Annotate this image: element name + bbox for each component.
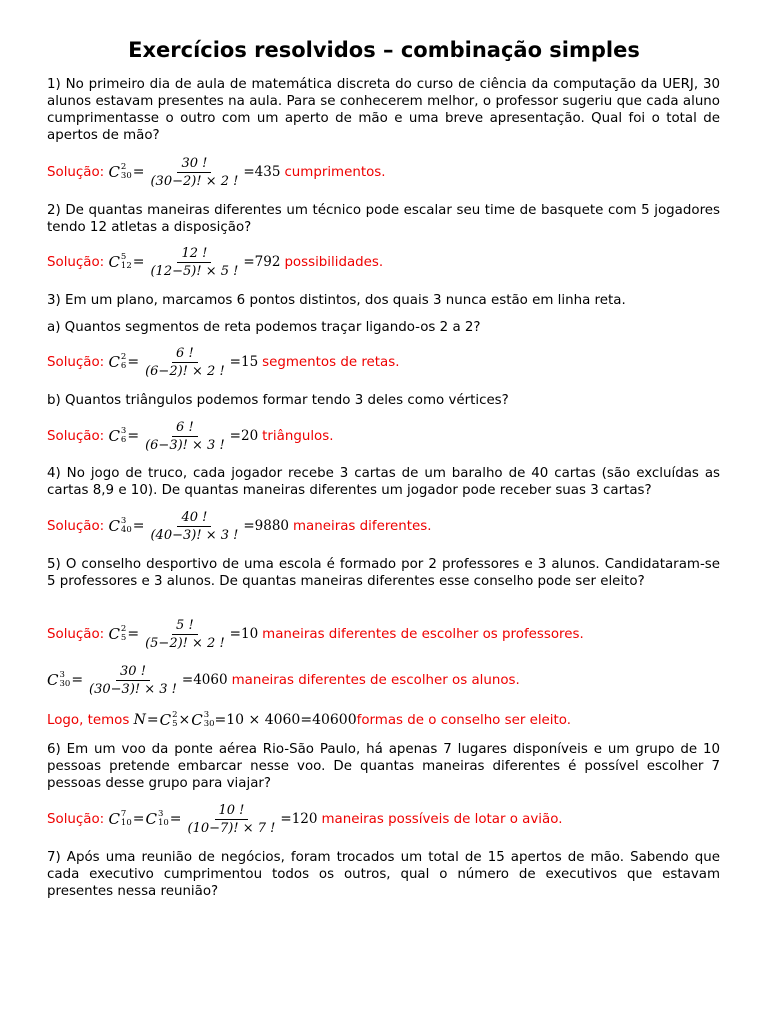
question-1: 1) No primeiro dia de aula de matemática discreta do curso de ciência da computação da UERJ, 30 alunos estavam presentes na aula. Para se conhecerem melhor, o professor sugeriu que cada aluno cumprimentasse o outro com um aperto de mão e uma breve apresentação. Qual foi o total de apertos de mão? <box>47 77 720 143</box>
question-3: 3) Em um plano, marcamos 6 pontos distintos, dos quais 3 nunca estão em linha reta. <box>47 293 626 308</box>
solution-3b: Solução: C 3 6 = $\frac{6 !}{(6-3)! \times 3 !}$ =20 triângulos. <box>47 419 334 453</box>
fraction: $\frac{6 !}{(6-3)! \times 3 !}$ <box>145 419 225 453</box>
question-5: 5) O conselho desportivo de uma escola é formado por 2 professores e 3 alunos. Candidataram-se 5 professores e 3 alunos. De quantas maneiras diferentes esse conselho pode ser eleito? <box>47 557 720 589</box>
question-4: 4) No jogo de truco, cada jogador recebe 3 cartas de um baralho de 40 cartas (são excluídas as cartas 8,9 e 10). De quantas maneiras diferentes um jogador pode receber suas 3 cartas? <box>47 466 720 498</box>
fraction: $\frac{6 !}{(6-2)! \times 2 !}$ <box>145 345 225 379</box>
result: =10 <box>229 626 259 642</box>
conclusion-label: Logo, temos <box>47 712 130 728</box>
solution-label: Solução: <box>47 254 105 270</box>
combination-symbol: C 2 5 <box>108 624 127 643</box>
fraction: $\frac{10 !}{(10-7)! \times 7 !}$ <box>187 802 276 836</box>
solution-unit: maneiras diferentes de escolher os professores. <box>262 626 584 642</box>
solution-2: Solução: C 5 12 = $\frac{12 !}{(12-5)! \times 5 !}$ =792 possibilidades. <box>47 245 384 279</box>
solution-label: Solução: <box>47 518 105 534</box>
combination-symbol: C 2 6 <box>108 352 127 371</box>
solution-unit: triângulos. <box>262 428 334 444</box>
question-2: 2) De quantas maneiras diferentes um técnico pode escalar seu time de basquete com 5 jogadores tendo 12 atletas a disposição? <box>47 203 720 235</box>
solution-label: Solução: <box>47 626 105 642</box>
combination-symbol: C 3 40 <box>108 516 132 535</box>
result: =15 <box>229 354 259 370</box>
solution-unit: maneiras diferentes de escolher os alunos. <box>231 672 520 688</box>
fraction: $\frac{40 !}{(40-3)! \times 3 !}$ <box>150 509 239 543</box>
solution-1: Solução: C 2 30 = $\frac{30 !}{(30-2)! \times 2 !}$ =435 cumprimentos. <box>47 155 386 189</box>
question-3a: a) Quantos segmentos de reta podemos traçar ligando-os 2 a 2? <box>47 320 481 335</box>
solution-4: Solução: C 3 40 = $\frac{40 !}{(40-3)! \times 3 !}$ =9880 maneiras diferentes. <box>47 509 432 543</box>
solution-label: Solução: <box>47 354 105 370</box>
solution-unit: possibilidades. <box>284 254 384 270</box>
solution-5-professors: Solução: C 2 5 = $\frac{5 !}{(5-2)! \times 2 !}$ =10 maneiras diferentes de escolher os professores. <box>47 617 584 651</box>
solution-5-total: Logo, temos N = C 2 5 × C 3 30 =10 × 4060=40600 formas de o conselho ser eleito. <box>47 710 571 729</box>
solution-label: Solução: <box>47 811 105 827</box>
result: =20 <box>229 428 259 444</box>
solution-5-students: C 3 30 = $\frac{30 !}{(30-3)! \times 3 !}$ =4060 maneiras diferentes de escolher os alunos. <box>47 663 520 697</box>
question-6: 6) Em um voo da ponte aérea Rio-São Paulo, há apenas 7 lugares disponíveis e um grupo de 10 pessoas pretende embarcar nesse voo. De quantas maneiras diferentes é possível escolher 7 pessoas desse grupo para viajar? <box>47 742 720 791</box>
solution-unit: segmentos de retas. <box>262 354 400 370</box>
combination-symbol: C 3 6 <box>108 426 127 445</box>
solution-6: Solução: C 7 10 = C 3 10 = $\frac{10 !}{(10-7)! \times 7 !}$ =120 maneiras possíveis de lotar o avião. <box>47 802 563 836</box>
combination-symbol: C 3 30 <box>47 670 71 689</box>
combination-symbol: C 2 5 <box>159 710 178 729</box>
solution-label: Solução: <box>47 164 105 180</box>
page-title: Exercícios resolvidos – combinação simples <box>128 38 640 62</box>
fraction: $\frac{12 !}{(12-5)! \times 5 !}$ <box>150 245 239 279</box>
solution-unit: maneiras diferentes. <box>293 518 432 534</box>
solution-3a: Solução: C 2 6 = $\frac{6 !}{(6-2)! \times 2 !}$ =15 segmentos de retas. <box>47 345 400 379</box>
combination-symbol: C 3 30 <box>191 710 215 729</box>
combination-symbol: C 5 12 <box>108 252 132 271</box>
combination-symbol: C 3 10 <box>145 809 169 828</box>
solution-unit: formas de o conselho ser eleito. <box>356 712 571 728</box>
result: =9880 <box>243 518 290 534</box>
solution-label: Solução: <box>47 428 105 444</box>
solution-unit: maneiras possíveis de lotar o avião. <box>321 811 563 827</box>
fraction: $\frac{30 !}{(30-3)! \times 3 !}$ <box>89 663 177 697</box>
question-3b: b) Quantos triângulos podemos formar tendo 3 deles como vértices? <box>47 393 509 408</box>
result: =792 <box>243 254 281 270</box>
result: =4060 <box>181 672 228 688</box>
result: =120 <box>280 811 318 827</box>
fraction: $\frac{5 !}{(5-2)! \times 2 !}$ <box>145 617 225 651</box>
question-7: 7) Após uma reunião de negócios, foram trocados um total de 15 apertos de mão. Sabendo que cada executivo cumprimentou todos os outros, qual o número de executivos que estavam presentes nessa reunião? <box>47 850 720 899</box>
solution-unit: cumprimentos. <box>284 164 386 180</box>
result: =10 × 4060=40600 <box>214 712 357 728</box>
combination-symbol: C 2 30 <box>108 162 132 181</box>
result: =435 <box>243 164 281 180</box>
fraction: $\frac{30 !}{(30-2)! \times 2 !}$ <box>150 155 239 189</box>
combination-symbol: C 7 10 <box>108 809 132 828</box>
